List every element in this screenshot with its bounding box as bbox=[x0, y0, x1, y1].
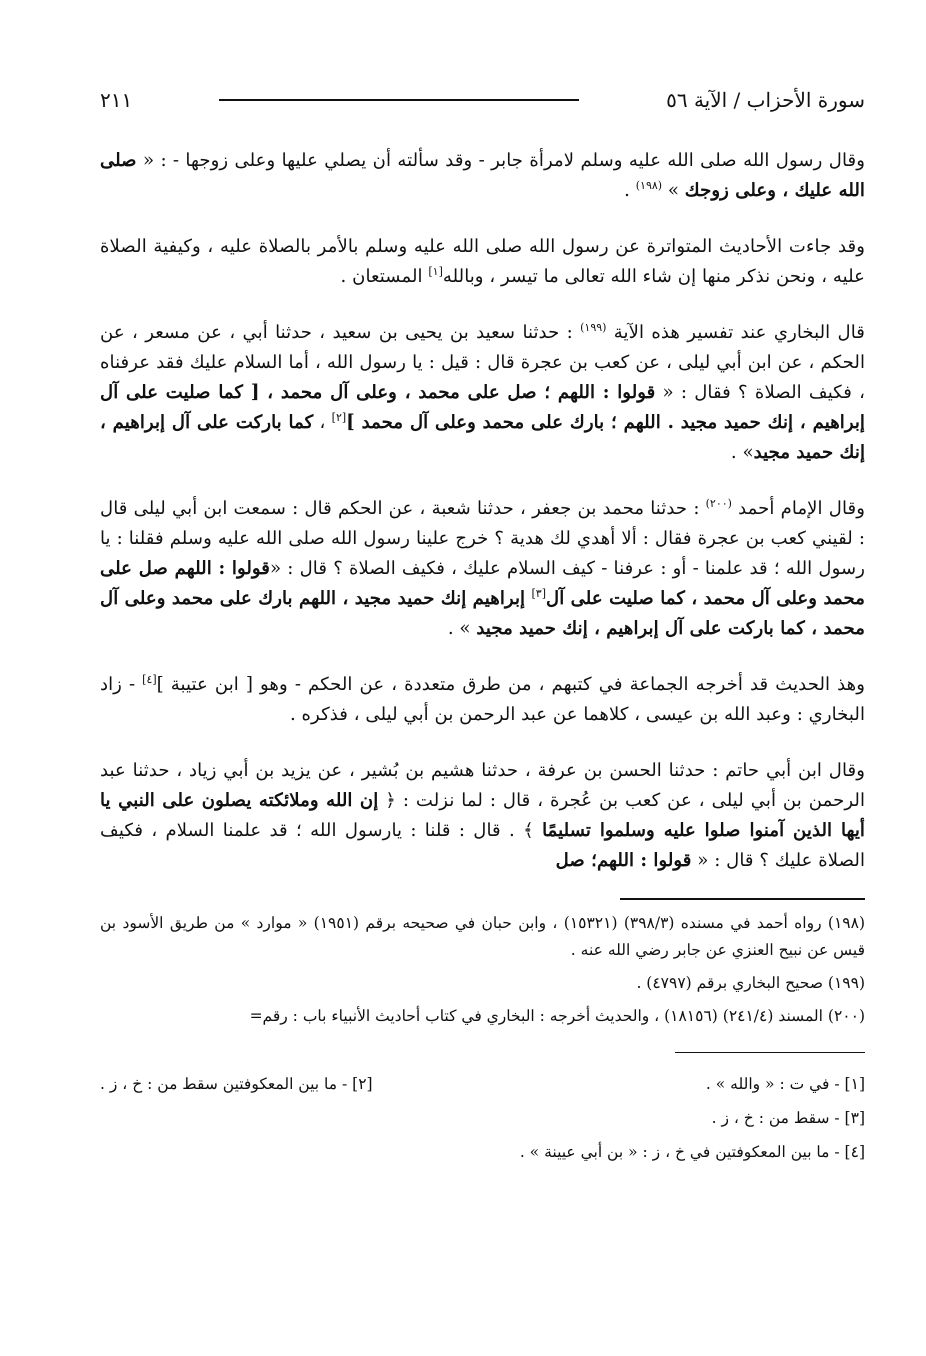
note-ref: [٢] bbox=[331, 410, 347, 424]
note-ref: [١] bbox=[428, 264, 443, 278]
note-2: [٢] - ما بين المعكوفتين سقط من : خ ، ز . bbox=[100, 1075, 373, 1093]
note-4: [٤] - ما بين المعكوفتين في خ ، ز : « بن أبي عيينة » . bbox=[519, 1143, 865, 1161]
editorial-notes bbox=[100, 1067, 865, 1169]
paragraph-4: وقال الإمام أحمد $^{(٢٠٠)}$ : حدثنا محمد بن جعفر ، حدثنا شعبة ، عن الحكم قال : سمعت ابن أبي ليلى قال : لقيني كعب بن عجرة فقال : ألا أهدي لك هدية ؟ خرج علينا رسول الله صلى الله عليه وسلم فقلنا : يا رسول الله ؛ قد علمنا - أو : عرفنا - كيف السلام عليك ، فكيف الصلاة ؟ قال : «قولوا : اللهم صل على محمد وعلى آل محمد ، كما صليت على آل[٣] إبراهيم إنك حميد مجيد ، اللهم بارك على محمد وعلى آل محمد ، كما باركت على آل إبراهيم ، إنك حميد مجيد » . bbox=[100, 496, 866, 639]
footnote-199: (١٩٩) صحيح البخاري برقم (٤٧٩٧) . bbox=[636, 973, 865, 992]
paragraph-1: وقال رسول الله صلى الله عليه وسلم لامرأة جابر - وقد سألته أن يصلي عليها وعلى زوجها - : « صلى الله عليك ، وعلى زوجك » $^{(١٩٨)}$ . bbox=[100, 150, 865, 201]
bold-quote: صلى الله عليك ، وعلى زوجك bbox=[100, 150, 865, 201]
bold-quote: إبراهيم إنك حميد مجيد ، اللهم بارك على محمد وعلى آل محمد ، كما باركت على آل إبراهيم ، إنك حميد مجيد bbox=[100, 588, 865, 639]
footnote-ref: (٢٠٠) bbox=[705, 496, 732, 510]
note-3: [٣] - سقط من : خ ، ز . bbox=[711, 1109, 865, 1127]
paragraph-5: وهذ الحديث قد أخرجه الجماعة في كتبهم ، من طرق متعددة ، عن الحكم - وهو [ ابن عتيبة ][٤] - زاد البخاري : وعبد الله بن عيسى ، كلاهما عن عبد الرحمن بن أبي ليلى ، فذكره . bbox=[100, 672, 865, 725]
footnote-200: (٢٠٠) المسند (٢٤١/٤) (١٨١٥٦) ، والحديث أخرجه : البخاري في كتاب أحاديث الأنبياء باب : رقم= bbox=[249, 1006, 865, 1025]
footnote-ref: (١٩٩) bbox=[580, 320, 607, 334]
footnote-ref: (١٩٨) bbox=[635, 178, 663, 192]
notes-row bbox=[100, 1067, 865, 1101]
note-ref: [٤] bbox=[142, 672, 157, 686]
paragraph-2: وقد جاءت الأحاديث المتواترة عن رسول الله صلى الله عليه وسلم بالأمر بالصلاة عليه ، وكيفية الصلاة عليه ، ونحن نذكر منها إن شاء الله تعالى ما تيسر ، وبالله[١] المستعان . bbox=[100, 236, 865, 287]
footnote-198: (١٩٨) رواه أحمد في مسنده (٣٩٨/٣) (١٥٣٢١) ، وابن حبان في صحيحه برقم (١٩٥١) « موارد » من طريق الأسود بن قيس عن نبيح العنزي عن جابر رضي الله عنه . bbox=[100, 913, 865, 959]
book-page bbox=[100, 82, 865, 1169]
notes-divider bbox=[675, 1052, 865, 1054]
header-rule bbox=[219, 99, 579, 101]
bold-quote: كما باركت على آل إبراهيم ، إنك حميد مجيد bbox=[100, 412, 865, 463]
footnote-divider bbox=[620, 898, 865, 900]
note-1: [١] - في ت : « والله » . bbox=[705, 1075, 865, 1093]
paragraph-6: وقال ابن أبي حاتم : حدثنا الحسن بن عرفة ، حدثنا هشيم بن بُشير ، عن يزيد بن أبي زياد ، حدثنا عبد الرحمن بن أبي ليلى ، عن كعب بن عُجرة ، قال : لما نزلت : ﴿ إن الله وملائكته يصلون على النبي يا أيها الذين آمنوا صلوا عليه وسلموا تسليمًا ﴾ . قال : قلنا : يارسول الله ؛ قد علمنا السلام ، فكيف الصلاة عليك ؟ قال : « قولوا : اللهم؛ صل bbox=[100, 760, 865, 871]
bold-quote: قولوا : اللهم؛ صل bbox=[555, 850, 692, 871]
page-header bbox=[100, 82, 865, 118]
bold-quote: قولوا : اللهم ؛ صل على محمد ، وعلى آل محمد ، [ كما صليت على آل إبراهيم ، إنك حميد مجيد . اللهم ؛ بارك على محمد وعلى آل محمد ] bbox=[100, 382, 865, 433]
surah-title: سورة الأحزاب / الآية ٥٦ bbox=[666, 88, 865, 112]
bold-quote: قولوا : اللهم صل على محمد وعلى آل محمد ، كما صليت على آل bbox=[100, 558, 865, 609]
paragraph-3: قال البخاري عند تفسير هذه الآية $^{(١٩٩)}$ : حدثنا سعيد بن يحيى بن سعيد ، حدثنا أبي ، عن مسعر ، عن الحكم ، عن ابن أبي ليلى ، عن كعب بن عجرة قال : قيل : يا رسول الله ، أما السلام عليك فقد عرفناه ، فكيف الصلاة ؟ فقال : « قولوا : اللهم ؛ صل على محمد ، وعلى آل محمد ، [ كما صليت على آل إبراهيم ، إنك حميد مجيد . اللهم ؛ بارك على محمد وعلى آل محمد ][٢] ، كما باركت على آل إبراهيم ، إنك حميد مجيد» . bbox=[100, 320, 865, 463]
note-ref: [٣] bbox=[531, 586, 546, 600]
page-number: ٢١١ bbox=[100, 88, 133, 112]
footnotes bbox=[100, 910, 865, 1030]
bold-quote: إن الله وملائكته يصلون على النبي يا أيها الذين آمنوا صلوا عليه وسلموا تسليمًا bbox=[100, 790, 865, 841]
